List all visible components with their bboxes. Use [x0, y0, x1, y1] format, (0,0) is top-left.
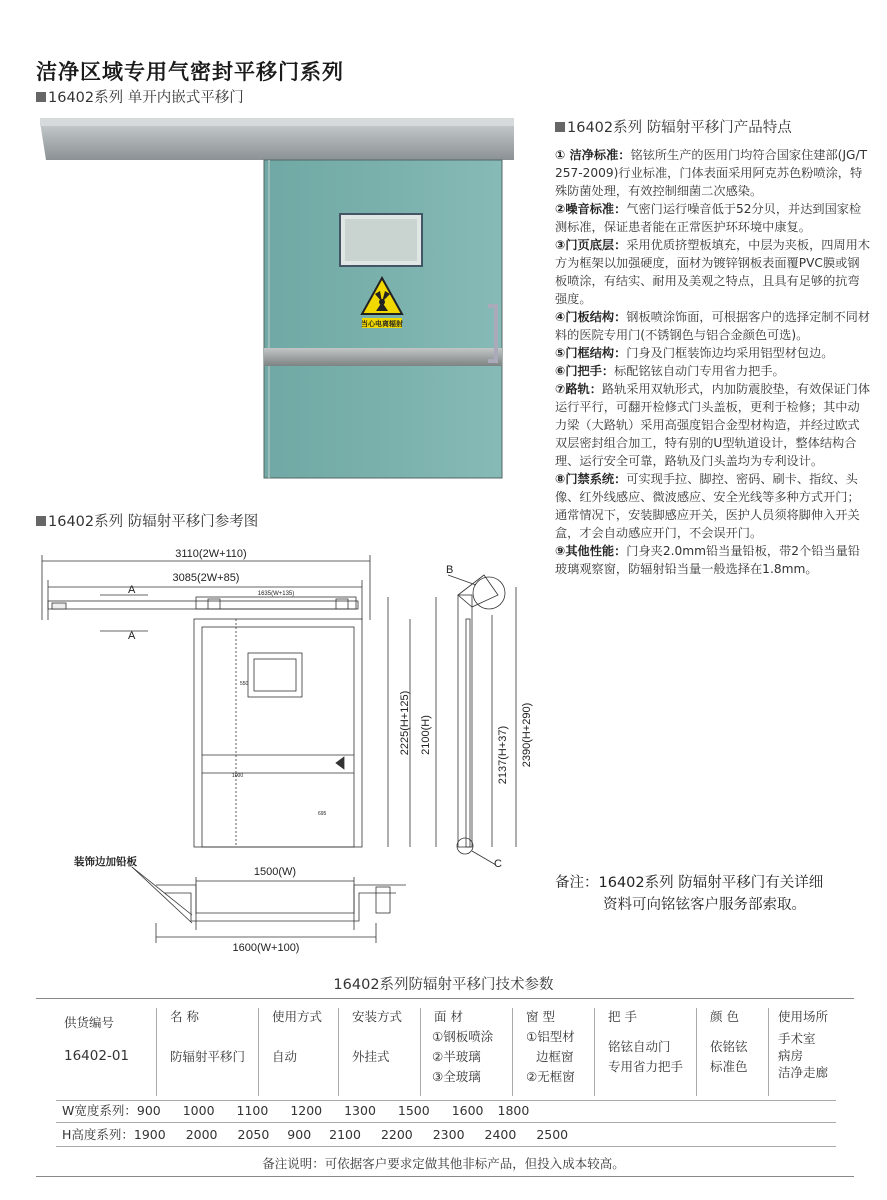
svg-text:C: C	[494, 858, 502, 870]
table-top-rule	[36, 998, 854, 999]
table-divider	[420, 1008, 421, 1096]
svg-text:3085(2W+85): 3085(2W+85)	[172, 572, 240, 584]
color-line: 依铭铉	[710, 1039, 748, 1054]
height-series-row: H高度系列：1900 2000 2050 900 2100 2200 2300 2400 2500	[62, 1127, 569, 1142]
feature-item: ⑦路轨：路轨采用双轨形式，内加防震胶垫，有效保证门体运行平行，可翻开检修式门头盖板，更利于检修；其中动力梁（大路轨）采用高强度铝合金型材构造，并经过欧式双层密封组合加工，特有别的U型轨道设计，整体结构合理、运行安全可靠，路轨及门头盖均为专利设计。	[555, 382, 871, 468]
feature-item: ②噪音标准：气密门运行噪音低于52分贝，并达到国家检测标准，保证患者能在正常医护环环境中康复。	[555, 202, 862, 234]
table-row-rule	[56, 1146, 836, 1147]
material-option: ③全玻璃	[432, 1069, 481, 1084]
window-option: 边框窗	[536, 1049, 574, 1064]
table-footnote: 备注说明：可依据客户要求定做其他非标产品，但投入成本较高。	[262, 1156, 625, 1171]
svg-text:A: A	[128, 630, 136, 642]
square-bullet-icon	[36, 92, 46, 102]
header-name: 名 称	[170, 1009, 199, 1024]
usage-value: 自动	[272, 1049, 298, 1064]
material-option: ②半玻璃	[432, 1049, 481, 1064]
handle-line: 专用省力把手	[608, 1059, 684, 1074]
header-model: 供货编号	[64, 1015, 115, 1030]
handle-line: 铭铉自动门	[608, 1039, 671, 1054]
svg-text:1600(W+100): 1600(W+100)	[232, 942, 300, 954]
features-list	[555, 146, 871, 578]
svg-text:550: 550	[240, 681, 249, 687]
protection-band	[264, 348, 502, 366]
series-subtitle: 16402系列 单开内嵌式平移门	[36, 86, 244, 107]
table-title: 16402系列防辐射平移门技术参数	[333, 977, 554, 993]
square-bullet-icon	[36, 516, 46, 526]
features-heading: 16402系列 防辐射平移门产品特点	[555, 116, 792, 137]
material-option: ①钢板喷涂	[432, 1029, 494, 1044]
feature-item: ⑥门把手：标配铭铉自动门专用省力把手。	[555, 364, 785, 378]
table-divider	[258, 1008, 259, 1096]
color-line: 标准色	[710, 1059, 748, 1074]
svg-text:2225(H+125): 2225(H+125)	[399, 690, 411, 756]
header-material: 面 材	[434, 1009, 463, 1024]
svg-text:3110(2W+110): 3110(2W+110)	[175, 548, 247, 560]
svg-text:A: A	[128, 584, 136, 596]
table-divider	[338, 1008, 339, 1096]
header-color: 颜 色	[710, 1009, 739, 1024]
width-series-row: W宽度系列：900 1000 1100 1200 1300 1500 1600 1800	[62, 1103, 530, 1118]
header-window: 窗 型	[526, 1009, 555, 1024]
table-divider	[156, 1008, 157, 1096]
svg-text:2137(H+37): 2137(H+37)	[497, 725, 509, 785]
feature-item: ④门板结构：钢板喷涂饰面，可根据客户的选择定制不同材料的医院专用门(不锈钢色与铝合金颜色可选)。	[555, 310, 871, 342]
header-usage: 使用方式	[272, 1009, 323, 1024]
header-install: 安装方式	[352, 1009, 403, 1024]
note-label: 备注：	[555, 875, 599, 891]
svg-text:B: B	[446, 564, 454, 576]
square-bullet-icon	[555, 122, 565, 132]
table-row-rule	[56, 1122, 836, 1123]
svg-text:1500(W): 1500(W)	[253, 866, 297, 878]
window-option: ②无框窗	[526, 1069, 575, 1084]
header-place: 使用场所	[778, 1009, 829, 1024]
table-divider	[512, 1008, 513, 1096]
svg-text:2100(H): 2100(H)	[420, 715, 432, 755]
place-line: 洁净走廊	[778, 1065, 829, 1080]
svg-text:1000: 1000	[232, 773, 244, 779]
feature-item: ⑨其他性能：门身夹2.0mm铅当量铅板，带2个铅当量铅玻璃观察窗，防辐射铅当量一般选择在1.8mm。	[555, 544, 860, 576]
feature-item: ⑧门禁系统：可实现手拉、脚控、密码、刷卡、指纹、头像、红外线感应、微波感应、安全光线等多种方式开门；通常情况下，安装脚感应开关，医护人员须将脚伸入开关盒，才会自动感应开门，不会误开门。	[555, 472, 860, 540]
table-bottom-rule	[36, 1176, 854, 1177]
header-handle: 把 手	[608, 1009, 637, 1024]
note-block	[555, 872, 875, 916]
window-option: ①铝型材	[526, 1029, 575, 1044]
technical-drawing	[36, 535, 546, 955]
svg-text:695: 695	[318, 811, 327, 817]
svg-text:装饰边加铅板: 装饰边加铅板	[74, 856, 137, 868]
name-value: 防辐射平移门	[170, 1049, 246, 1064]
table-row-rule	[56, 1100, 836, 1101]
product-photo	[40, 116, 520, 482]
page-title: 洁净区域专用气密封平移门系列	[36, 60, 344, 84]
install-value: 外挂式	[352, 1049, 390, 1064]
table-divider	[594, 1008, 595, 1096]
door-header	[40, 122, 514, 160]
drawing-heading: 16402系列 防辐射平移门参考图	[36, 510, 258, 531]
svg-text:当心电离辐射: 当心电离辐射	[361, 320, 403, 328]
feature-item: ⑤门框结构：门身及门框装饰边均采用铝型材包边。	[555, 346, 834, 360]
spec-table	[56, 1008, 836, 1096]
place-line: 手术室	[778, 1031, 816, 1046]
model-value: 16402-01	[64, 1048, 129, 1064]
table-divider	[768, 1008, 769, 1096]
note-line-2: 资料可向铭铉客户服务部索取。	[603, 897, 806, 913]
note-line-1: 16402系列 防辐射平移门有关详细	[598, 875, 824, 891]
table-divider	[696, 1008, 697, 1096]
place-line: 病房	[778, 1048, 804, 1063]
feature-item: ③门页底层：采用优质挤塑板填充，中层为夹板，四周用木方为框架以加强硬度，面材为镀锌钢板表面覆PVC膜或钢板喷涂，有结实、耐用及美观之特点，且具有足够的抗弯强度。	[555, 238, 871, 306]
svg-text:1635(W+135): 1635(W+135)	[257, 591, 295, 597]
svg-text:2390(H+290): 2390(H+290)	[521, 702, 533, 768]
feature-item: ① 洁净标准：铭铉所生产的医用门均符合国家住建部(JG/T 257-2009)行业标准，门体表面采用阿克苏色粉喷涂，特殊防菌处理，有效控制细菌二次感染。	[555, 148, 868, 198]
